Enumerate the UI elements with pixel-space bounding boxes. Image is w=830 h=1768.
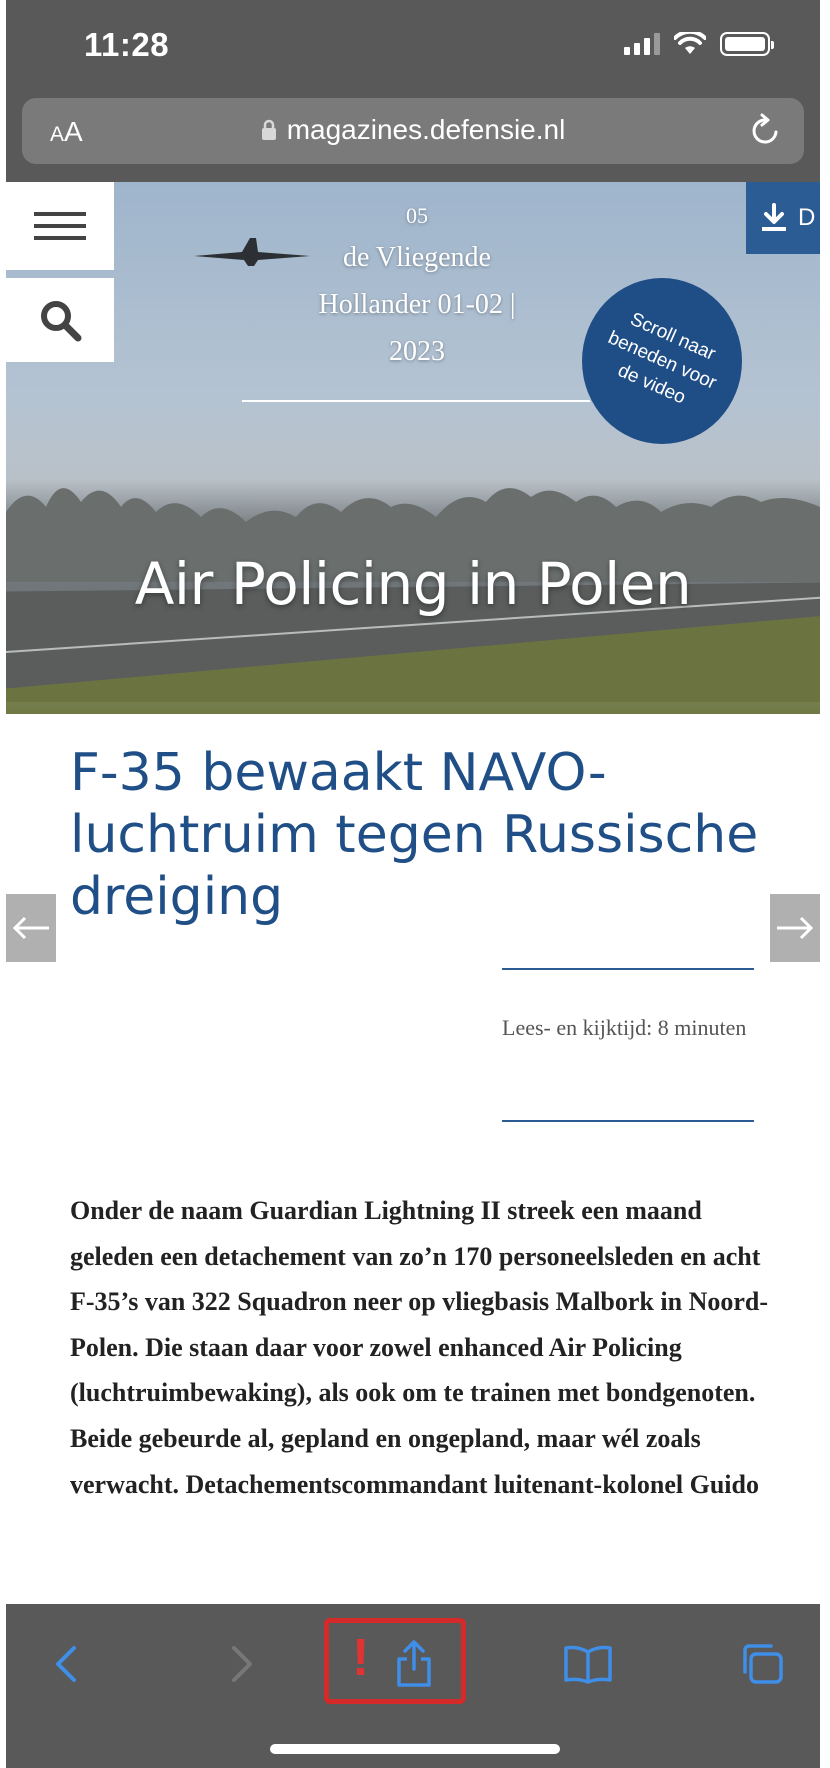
cellular-signal-icon [624, 33, 660, 55]
forward-button[interactable] [212, 1634, 272, 1694]
next-article-button[interactable] [770, 894, 820, 962]
read-time-top-rule [502, 968, 754, 970]
alert-mark: ! [352, 1629, 370, 1687]
browser-window [6, 0, 820, 1768]
search-button[interactable] [6, 278, 114, 362]
text-size-button[interactable]: AA [50, 116, 83, 147]
hero-banner [6, 182, 820, 714]
status-time: 11:28 [84, 26, 170, 63]
search-icon [38, 298, 82, 342]
arrow-left-icon [11, 916, 51, 940]
scroll-video-badge[interactable]: Scroll naar beneden voor de video [582, 278, 742, 444]
article-headline: F-35 bewaakt NAVO-luchtruim tegen Russische dreiging [70, 743, 759, 927]
browser-bottom-toolbar [6, 1604, 820, 1768]
read-time-bottom-rule [502, 1120, 754, 1122]
hero-title: Air Policing in Polen [134, 550, 692, 618]
home-indicator[interactable] [270, 1744, 560, 1754]
back-button[interactable] [36, 1634, 96, 1694]
bookmarks-icon [563, 1644, 613, 1684]
share-icon [394, 1639, 434, 1689]
article-lead-paragraph: Onder de naam Guardian Lightning II streek een maand geleden een detachement van zo’n 170 personeelsleden en acht F-35’s van 322 Squadron neer op vliegbasis Malbork in Noord-Polen. Die staan daar voor zowel enhanced Air Policing (luchtruimbewaking), als ook om te trainen met bondgenoten. Beide gebeurde al, gepland en ongepland, maar wél zoals verwacht. Detachementscommandant luitenant-kolonel Guido [70, 1196, 769, 1499]
address-bar[interactable] [22, 98, 804, 164]
download-button[interactable]: D [746, 182, 820, 254]
browser-top-bar [6, 0, 820, 182]
tabs-icon [739, 1642, 785, 1686]
reload-icon[interactable] [748, 112, 782, 148]
battery-icon [720, 32, 770, 56]
url-field[interactable] [22, 114, 804, 146]
wifi-icon [674, 32, 706, 56]
menu-button[interactable] [6, 182, 114, 270]
issue-divider [242, 400, 590, 402]
tabs-button[interactable] [732, 1634, 792, 1694]
url-text: magazines.defensie.nl [286, 114, 566, 145]
previous-article-button[interactable] [6, 894, 56, 962]
issue-label[interactable]: 05 de Vliegende Hollander 01-02 | 2023 [318, 203, 516, 367]
bookmarks-button[interactable] [558, 1634, 618, 1694]
download-icon [760, 203, 788, 233]
status-icons [624, 32, 770, 56]
share-button[interactable] [384, 1634, 444, 1694]
arrow-right-icon [775, 916, 815, 940]
read-time: Lees- en kijktijd: 8 minuten [502, 1015, 747, 1040]
back-icon [54, 1644, 78, 1684]
lock-icon [261, 119, 277, 141]
hamburger-icon [34, 212, 86, 216]
forward-icon [230, 1644, 254, 1684]
